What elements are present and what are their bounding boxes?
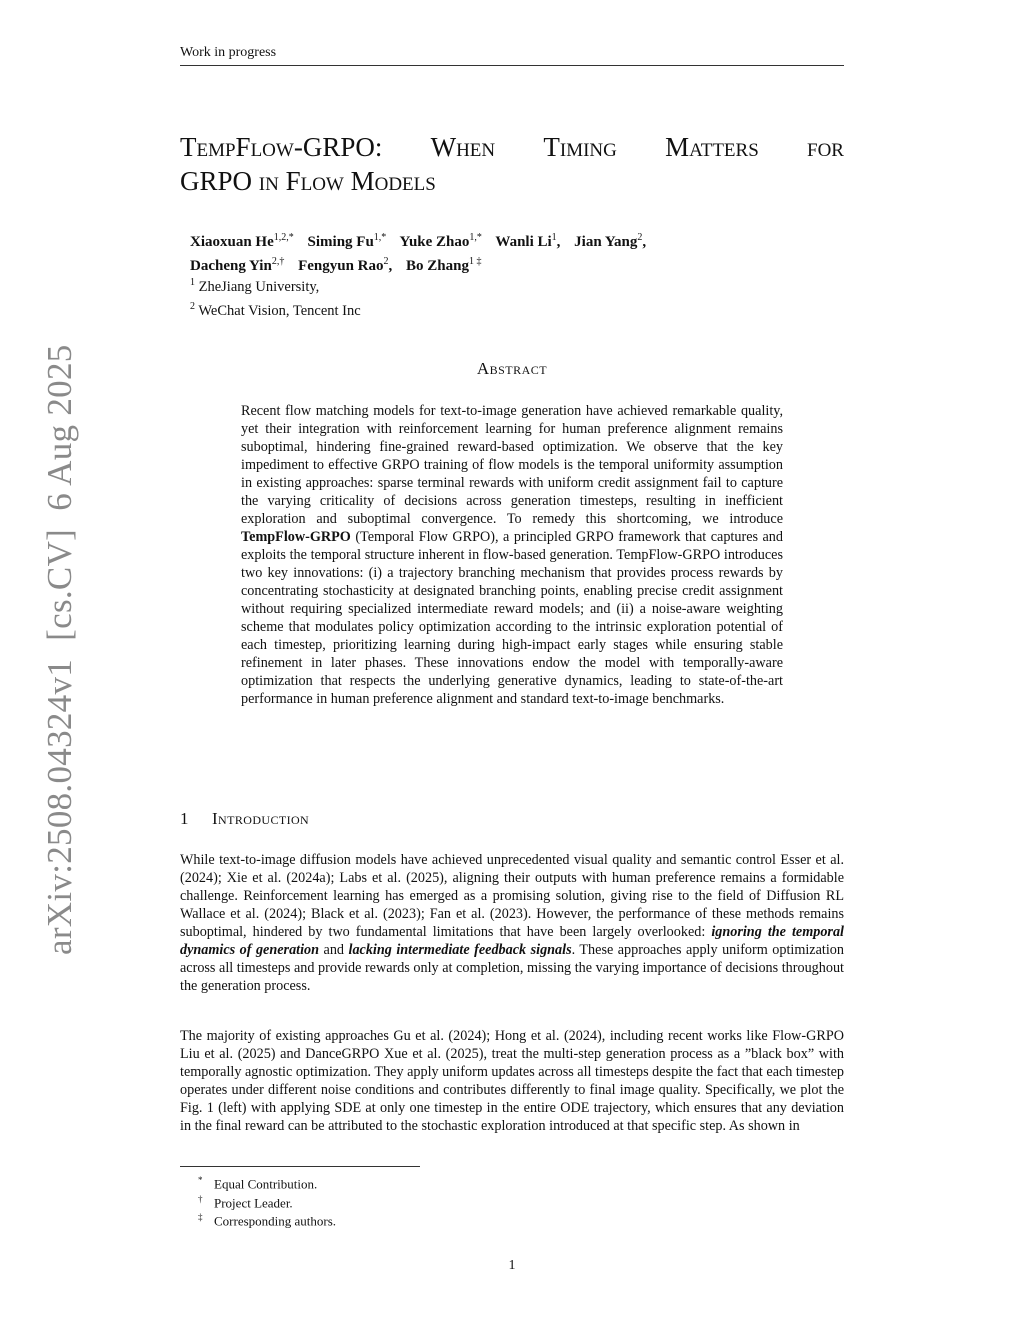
intro-paragraph-1 <box>180 851 844 995</box>
title-word: for <box>807 132 844 162</box>
arxiv-identifier-stamp[interactable]: arXiv:2508.04324v1 [cs.CV] 6 Aug 2025 <box>40 344 79 955</box>
author-list: Xiaoxuan $He^{1,2,*}$ Siming $Fu^{1,*}$ Yuke Zhao$^{1,*}$ Wanli Li$^1$, Jian Yang$^2$, Dacheng Yin$^{2,\dagger}$ Fengyun Rao$^2$, Bo Zhang$^{1 \ddagger}$ <box>190 232 647 274</box>
author-affil-mark: 2 <box>383 256 389 267</box>
author-name: Siming Fu <box>307 234 374 250</box>
affiliations <box>190 273 361 321</box>
affiliation-name: WeChat Vision, Tencent Inc <box>198 302 361 319</box>
title-line-2: GRPO in Flow Models <box>180 166 436 196</box>
footnote-text: Equal Contribution. <box>214 1176 318 1192</box>
title-word: When <box>430 132 496 162</box>
author-name: Jian Yang <box>574 234 638 250</box>
author-name: Yuke Zhao <box>399 234 470 250</box>
abstract-text: (Temporal Flow GRPO), a principled GRPO framework that captures and exploits the temporal structure inherent in flow-based generation. TempFlow-GRPO introduces two key innovations: (i) a trajectory branching mechanism that provides process rewards by concentrating stochasticity at designated branching points, enabling precise credit assignment without requiring specialized intermediate reward models; and (ii) a noise-aware weighting scheme that modulates policy optimization according to the intrinsic exploration potential of each timestep, prioritizing learning during high-impact early stages while ensuring stable refinement in later phases. These innovations endow the model with temporally-aware optimization that respects the underlying generative dynamics, leading to state-of-the-art performance in human preference alignment and standard text-to-image benchmarks. <box>241 529 783 707</box>
paragraph-text: and <box>319 942 349 958</box>
footnote-text: Project Leader. <box>214 1195 293 1211</box>
abstract-text: Recent flow matching models for text-to-image generation have achieved remarkable quality, yet their integration with reinforcement learning for human preference alignment remains suboptimal, hindering fine-grained reward-based optimization. We observe that the key impediment to effective GRPO training of flow models is the temporal uniformity assumption in existing approaches: sparse terminal rewards with uniform credit assignment fail to capture the varying criticality of decisions across generation timesteps, resulting in inefficient exploration and suboptimal convergence. To remedy this shortcoming, we introduce <box>241 403 783 527</box>
section-heading-introduction <box>180 809 309 829</box>
emphasis-text: lacking intermediate feedback signals <box>348 942 572 958</box>
section-title: Introduction <box>212 809 310 828</box>
author-name: Fengyun Rao <box>298 258 384 274</box>
running-header: Work in progress <box>180 45 277 60</box>
title-word: Timing <box>543 132 617 162</box>
author-affil-mark: 1 <box>551 232 557 243</box>
footnote-rule <box>180 1166 420 1167</box>
footnote <box>198 1209 336 1229</box>
section-number: 1 <box>180 809 189 828</box>
footnote <box>198 1172 317 1192</box>
intro-paragraph-2: The majority of existing approaches Gu et al. (2024); Hong et al. (2024), including recent works like Flow-GRPO Liu et al. (2025) and DanceGRPO Xue et al. (2025), treat the multi-step generation process as a ”black box” with temporally agnostic optimization. They apply uniform updates across all timesteps despite the fact that each timestep operates under different noise conditions and contributes differently to final image quality. Specifically, we plot the Fig. 1 (left) with applying SDE at only one timestep in the entire ODE trajectory, which ensures that any deviation in the final reward can be attributed to the stochastic exploration introduced at that specific step. As shown in <box>180 1028 844 1134</box>
footnote-text: Corresponding authors. <box>214 1213 337 1229</box>
paper-title <box>180 130 844 198</box>
author-name: Wanli Li <box>495 234 552 250</box>
method-name: TempFlow-GRPO <box>241 529 351 545</box>
paragraph-text: While text-to-image diffusion models have achieved unprecedented visual quality and semantic control Esser et al. (2024); Xie et al. (2024a); Labs et al. (2025), aligning their outputs with human preference remains a formidable challenge. Reinforcement learning has emerged as a promising solution, giving rise to the field of Diffusion RL Wallace et al. (2024); Black et al. (2023); Fan et al. (2023). However, the performance of these methods remains suboptimal, hindered by two fundamental limitations that have been largely overlooked: <box>180 852 844 940</box>
affiliation-name: ZheJiang University, <box>198 278 320 295</box>
footnote-mark: ‡ <box>198 1212 203 1222</box>
footnote-mark: † <box>198 1194 203 1204</box>
affiliation-line <box>190 273 361 297</box>
page-number: 1 <box>508 1258 516 1273</box>
paragraph-text: . These approaches apply uniform optimization across all timesteps and provide rewards only at completion, missing the varying importance of decisions throughout the generation process. <box>180 942 844 994</box>
author-affil-mark: 1,2,* <box>273 232 294 243</box>
author-name: Bo Zhang <box>406 258 469 274</box>
emphasis-text: ignoring the temporal dynamics of generation <box>180 924 844 958</box>
author-name: Dacheng Yin <box>190 258 272 274</box>
author-affil-mark: 2 <box>637 232 643 243</box>
affiliation-number: 2 <box>190 300 195 312</box>
abstract-heading: Abstract <box>476 359 548 378</box>
affiliation-line <box>190 297 361 321</box>
header-rule <box>180 65 844 66</box>
author-affil-mark: 1 ‡ <box>468 256 482 267</box>
abstract-body <box>241 402 783 708</box>
author-affil-mark: 1,* <box>469 232 482 243</box>
title-word: TempFlow-GRPO: <box>180 132 383 162</box>
author-affil-mark: 2,† <box>271 256 285 267</box>
author-name: Xiaoxuan He <box>190 234 274 250</box>
affiliation-number: 1 <box>190 277 195 288</box>
footnote-mark: * <box>198 1175 203 1185</box>
title-word: Matters <box>665 132 759 162</box>
author-affil-mark: 1,* <box>373 232 387 243</box>
